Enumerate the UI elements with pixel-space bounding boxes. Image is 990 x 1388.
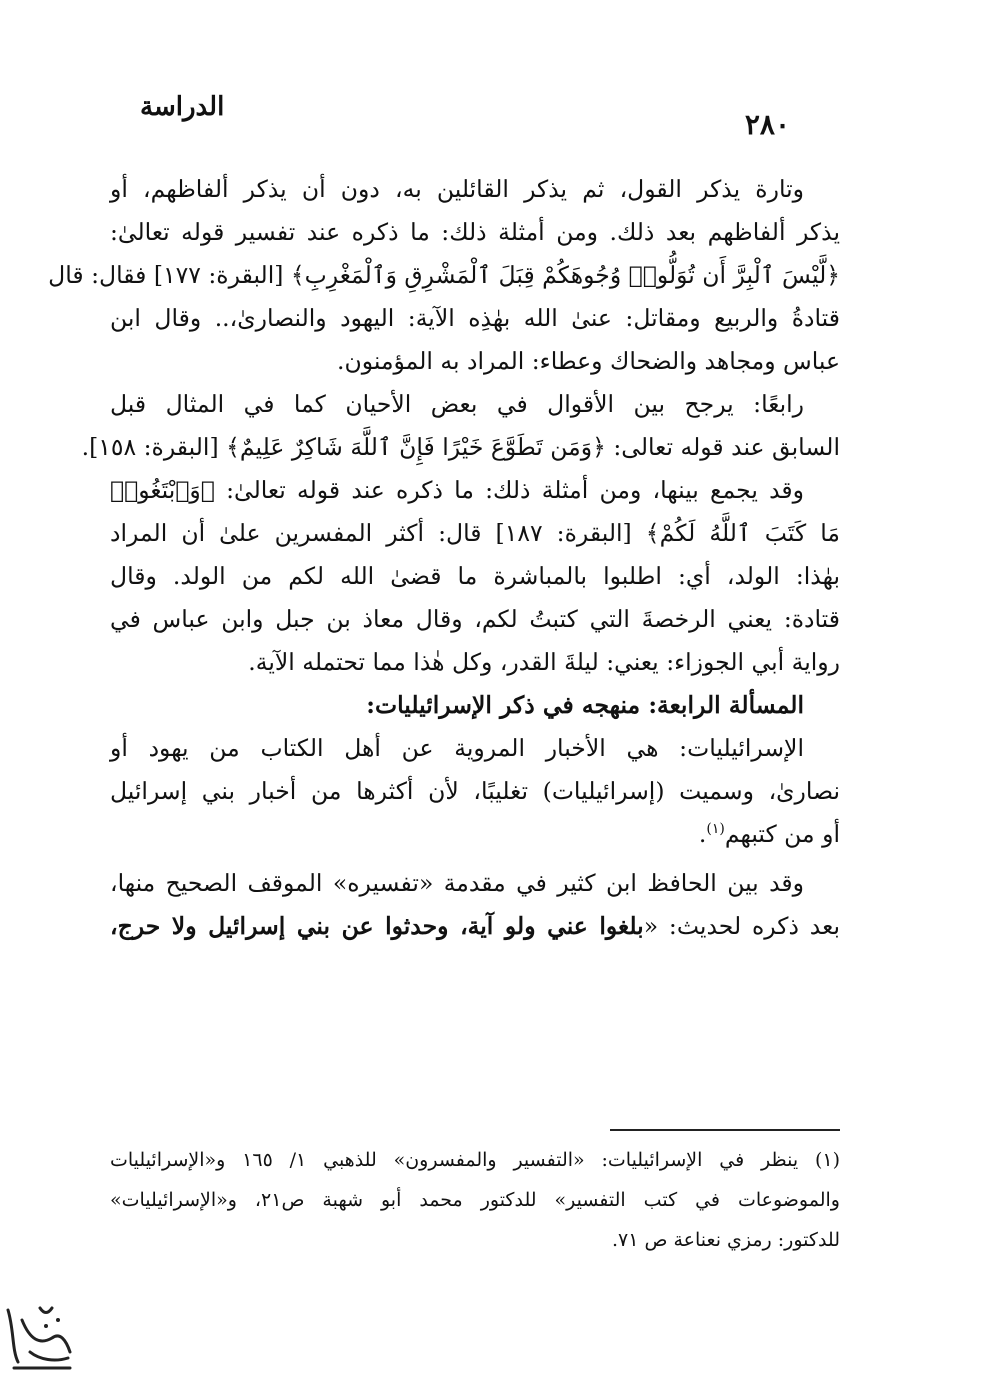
text-line: عباس ومجاهد والضحاك وعطاء: المراد به المؤمنون.: [336, 347, 840, 375]
text-line: بهٰذا: الولد، أي: اطلبوا بالمباشرة ما قضىٰ الله لكم من الولد. وقال: [110, 562, 840, 590]
footnote-line: للدكتور: رمزي نعناعة ص ٧١.: [611, 1229, 840, 1251]
text-line: قتادة: يعني الرخصةَ التي كتبتُ لكم، وقال معاذ بن جبل وابن عباس في: [110, 605, 840, 633]
text-line: الإسرائيليات: هي الأخبار المروية عن أهل الكتاب من يهود أو: [110, 734, 804, 762]
running-title: الدراسة: [140, 92, 225, 122]
text-line: وتارة يذكر القول، ثم يذكر القائلين به، دون أن يذكر ألفاظهم، أو: [110, 175, 804, 203]
text-fragment: أو من كتبهم: [724, 820, 840, 848]
text-line: رواية أبي الجوزاء: يعني: ليلةَ القدر، وكل هٰذا مما تحتمله الآية.: [248, 648, 840, 676]
text-line: وقد يجمع بينها، ومن أمثلة ذلك: ما ذكره عند قوله تعالىٰ: ﴿وَٱبْتَغُوا۟: [110, 476, 804, 504]
footnote-ref[interactable]: (١): [706, 821, 725, 838]
text-line: [110, 905, 840, 948]
text-line: نصارىٰ، وسميت (إسرائيليات) تغليبًا، لأن أكثرها من أخبار بني إسرائيل: [110, 777, 840, 805]
library-seal-logo: [0, 1290, 80, 1380]
quran-verse-line: مَا كَتَبَ ٱللَّهُ لَكُمْ﴾ [البقرة: ١٨٧] قال: أكثر المفسرين علىٰ أن المراد: [110, 519, 840, 547]
quran-verse-line: السابق عند قوله تعالى: ﴿وَمَن تَطَوَّعَ خَيْرًا فَإِنَّ ٱللَّهَ شَاكِرٌ عَلِيمٌ﴾ [البقرة: ١٥٨].: [81, 433, 840, 461]
text-line: يذكر ألفاظهم بعد ذلك. ومن أمثلة ذلك: ما ذكره عند تفسير قوله تعالىٰ:: [110, 218, 840, 246]
text-fragment: بعد ذكره لحديث: «: [643, 912, 840, 940]
hadith-quote: بلغوا عني ولو آية، وحدثوا عن بني إسرائيل ولا حرج،: [110, 912, 644, 940]
footnotes: [110, 1140, 840, 1260]
footnote-line: (١) ينظر في الإسرائيليات: «التفسير والمفسرون» للذهبي ١/ ١٦٥ و«الإسرائيليات: [110, 1149, 840, 1171]
quran-verse-line: ﴿لَّيْسَ ٱلْبِرَّ أَن تُوَلُّوا۟ وُجُوهَكُمْ قِبَلَ ٱلْمَشْرِقِ وَٱلْمَغْرِبِ﴾ [البقرة: ١٧٧] فقال: قال: [48, 261, 840, 289]
page-number: ٢٨٠: [744, 108, 790, 141]
section-heading: المسألة الرابعة: منهجه في ذكر الإسرائيليات:: [366, 691, 804, 719]
text-line: وقد بين الحافظ ابن كثير في مقدمة «تفسيره» الموقف الصحيح منها،: [110, 869, 804, 897]
text-line: قتادةُ والربيع ومقاتل: عنىٰ الله بهٰذِه الآية: اليهود والنصارىٰ،.. وقال ابن: [110, 304, 840, 332]
text-line: أو من كتبهم$^{(١)}$.: [698, 820, 840, 848]
footnote-separator: [610, 1129, 840, 1131]
text-line: رابعًا: يرجح بين الأقوال في بعض الأحيان كما في المثال قبل: [110, 390, 804, 418]
footnote-line: والموضوعات في كتب التفسير» للدكتور محمد أبو شهبة ص٢١، و«الإسرائيليات»: [110, 1189, 840, 1211]
main-text: [48, 168, 840, 948]
